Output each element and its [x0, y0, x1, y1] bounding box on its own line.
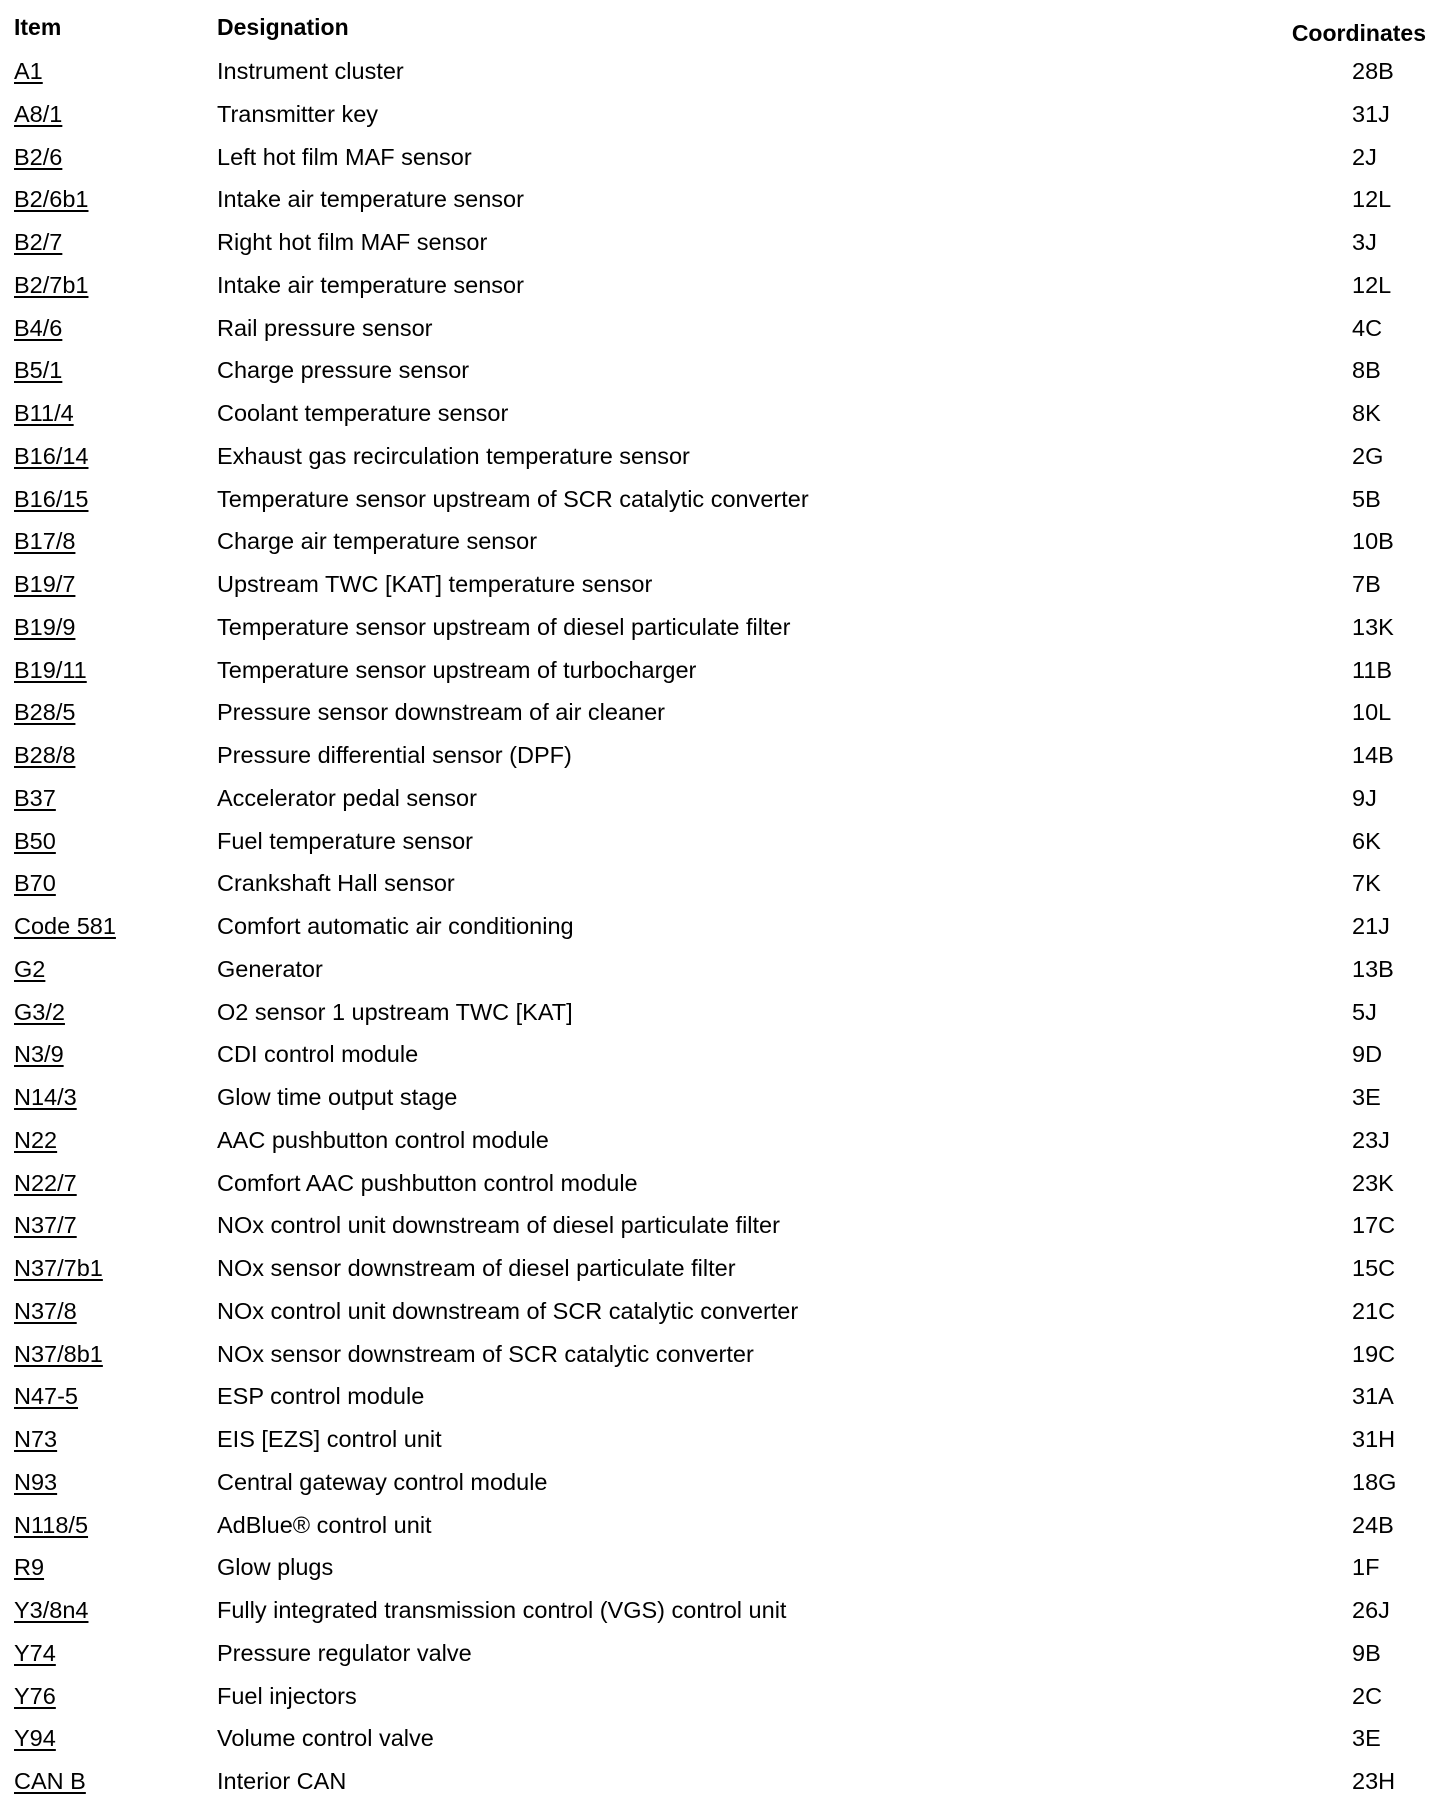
coordinates-text: 21C: [1352, 1297, 1396, 1324]
coordinates-text: 31H: [1352, 1426, 1396, 1452]
table-row: [0, 862, 1440, 905]
item-link[interactable]: B2/6b1: [14, 186, 89, 213]
designation-text: Charge air temperature sensor: [217, 528, 538, 555]
table-row: [0, 307, 1440, 350]
coordinates-text: 13K: [1352, 613, 1394, 640]
designation-text: NOx control unit downstream of diesel particulate filter: [217, 1212, 780, 1239]
table-row: [0, 1076, 1440, 1119]
item-link[interactable]: Y3/8n4: [14, 1597, 89, 1623]
table-row: [0, 136, 1440, 179]
item-link[interactable]: B2/7: [14, 229, 63, 255]
item-link[interactable]: B19/11: [14, 656, 87, 683]
coordinates-text: 5B: [1352, 485, 1381, 512]
table-row: [0, 1204, 1440, 1247]
coordinates-text: 18G: [1352, 1468, 1397, 1495]
coordinates-text: 5J: [1352, 998, 1377, 1025]
designation-text: Comfort automatic air conditioning: [217, 913, 574, 939]
coordinates-text: 17C: [1352, 1212, 1396, 1239]
table-row: [0, 50, 1440, 93]
table-row: [0, 734, 1440, 777]
coordinates-text: 2C: [1352, 1682, 1383, 1709]
table-row: [0, 1333, 1440, 1376]
table-row: [0, 1717, 1440, 1760]
item-link[interactable]: B5/1: [14, 357, 63, 384]
table-row: [0, 948, 1440, 991]
designation-text: Intake air temperature sensor: [217, 186, 524, 213]
table-row: [0, 1632, 1440, 1675]
coordinates-text: 9J: [1352, 784, 1377, 811]
item-link[interactable]: B19/7: [14, 571, 76, 597]
designation-text: Rail pressure sensor: [217, 314, 433, 341]
table-row: [0, 178, 1440, 221]
item-link[interactable]: B17/8: [14, 528, 76, 555]
item-link[interactable]: B50: [14, 827, 56, 854]
designation-text: EIS [EZS] control unit: [217, 1426, 442, 1452]
designation-text: Crankshaft Hall sensor: [217, 870, 455, 897]
coordinates-text: 21J: [1352, 913, 1390, 939]
coordinates-text: 19C: [1352, 1340, 1396, 1367]
table-row: [0, 1461, 1440, 1504]
designation-text: Accelerator pedal sensor: [217, 784, 477, 811]
designation-text: Generator: [217, 955, 323, 982]
designation-text: Fuel temperature sensor: [217, 827, 474, 854]
item-link[interactable]: B70: [14, 870, 56, 897]
designation-text: Temperature sensor upstream of turbocharger: [217, 656, 697, 683]
item-link[interactable]: G3/2: [14, 998, 65, 1025]
designation-text: Pressure differential sensor (DPF): [217, 742, 572, 768]
coordinates-text: 8B: [1352, 357, 1381, 384]
table-row: [0, 1418, 1440, 1461]
item-link[interactable]: Y74: [14, 1639, 56, 1666]
table-row: [0, 392, 1440, 435]
designation-text: Charge pressure sensor: [217, 357, 470, 384]
item-link[interactable]: B28/8: [14, 742, 76, 768]
designation-text: Upstream TWC [KAT] temperature sensor: [217, 571, 653, 597]
coordinates-text: 15C: [1352, 1255, 1396, 1281]
coordinates-text: 11B: [1352, 656, 1393, 683]
table-row: [0, 478, 1440, 521]
table-row: [0, 563, 1440, 606]
designation-text: Intake air temperature sensor: [217, 271, 524, 298]
table-row: [0, 1119, 1440, 1162]
table-body: [0, 50, 1440, 1803]
coordinates-text: 14B: [1352, 742, 1394, 768]
designation-text: Temperature sensor upstream of diesel particulate filter: [217, 613, 791, 640]
coordinates-text: 3J: [1352, 229, 1377, 255]
designation-text: Pressure regulator valve: [217, 1639, 472, 1666]
coordinates-text: 23H: [1352, 1768, 1396, 1794]
item-link[interactable]: N93: [14, 1468, 58, 1495]
coordinates-text: 4C: [1352, 314, 1383, 341]
table-row: [0, 1290, 1440, 1333]
coordinates-text: 7B: [1352, 571, 1381, 597]
item-link[interactable]: B37: [14, 784, 56, 811]
column-header-coordinates: Coordinates: [1291, 20, 1426, 46]
designation-text: Central gateway control module: [217, 1468, 548, 1495]
coordinates-text: 12L: [1352, 271, 1392, 298]
table-row: [0, 1033, 1440, 1076]
designation-text: AAC pushbutton control module: [217, 1126, 549, 1153]
designation-text: Comfort AAC pushbutton control module: [217, 1169, 638, 1196]
designation-text: Left hot film MAF sensor: [217, 143, 472, 170]
designation-text: O2 sensor 1 upstream TWC [KAT]: [217, 998, 573, 1025]
designation-text: Glow time output stage: [217, 1084, 458, 1110]
coordinates-text: 2J: [1352, 143, 1377, 170]
designation-text: Exhaust gas recirculation temperature sensor: [217, 442, 690, 469]
coordinates-text: 3E: [1352, 1084, 1381, 1110]
designation-text: Fully integrated transmission control (VGS) control unit: [217, 1597, 787, 1623]
item-link[interactable]: B2/6: [14, 143, 63, 170]
item-link[interactable]: G2: [14, 955, 46, 982]
coordinates-text: 1F: [1352, 1554, 1380, 1581]
item-link[interactable]: A1: [14, 58, 43, 84]
table-row: [0, 435, 1440, 478]
coordinates-text: 10L: [1352, 699, 1392, 726]
designation-text: NOx sensor downstream of diesel particulate filter: [217, 1255, 736, 1281]
item-link[interactable]: N37/7b1: [14, 1255, 103, 1281]
table-row: [0, 520, 1440, 563]
item-link[interactable]: N22/7: [14, 1169, 77, 1196]
table-row: [0, 1162, 1440, 1205]
table-row: [0, 1760, 1440, 1803]
table-row: [0, 1504, 1440, 1547]
item-link[interactable]: N22: [14, 1126, 58, 1153]
table-row: [0, 691, 1440, 734]
coordinates-text: 10B: [1352, 528, 1394, 555]
item-link[interactable]: B11/4: [14, 400, 74, 426]
coordinates-text: 13B: [1352, 955, 1394, 982]
table-row: [0, 1375, 1440, 1418]
designation-text: AdBlue® control unit: [217, 1511, 432, 1538]
table-row: [0, 1589, 1440, 1632]
item-link[interactable]: B4/6: [14, 314, 63, 341]
item-link[interactable]: R9: [14, 1554, 45, 1581]
item-link[interactable]: A8/1: [14, 100, 63, 127]
coordinates-text: 7K: [1352, 870, 1381, 897]
item-link[interactable]: B2/7b1: [14, 271, 89, 298]
coordinates-text: 28B: [1352, 58, 1394, 84]
item-link[interactable]: N3/9: [14, 1041, 64, 1068]
item-link[interactable]: N37/8: [14, 1297, 77, 1324]
coordinates-text: 31J: [1352, 100, 1390, 127]
item-link[interactable]: Y76: [14, 1682, 56, 1709]
coordinates-text: 9B: [1352, 1639, 1381, 1666]
designation-text: ESP control module: [217, 1383, 425, 1410]
item-link[interactable]: B19/9: [14, 613, 76, 640]
table-row: [0, 649, 1440, 692]
coordinates-text: 9D: [1352, 1041, 1383, 1068]
table-row: [0, 905, 1440, 948]
designation-text: Fuel injectors: [217, 1682, 357, 1709]
designation-text: Interior CAN: [217, 1768, 347, 1794]
designation-text: Coolant temperature sensor: [217, 400, 509, 426]
table-row: [0, 820, 1440, 863]
item-link[interactable]: B16/15: [14, 485, 89, 512]
coordinates-text: 26J: [1352, 1597, 1390, 1623]
designation-text: Glow plugs: [217, 1554, 334, 1581]
table-row: [0, 777, 1440, 820]
coordinates-text: 6K: [1352, 827, 1381, 854]
coordinates-text: 31A: [1352, 1383, 1394, 1410]
coordinates-text: 2G: [1352, 442, 1384, 469]
designation-text: Temperature sensor upstream of SCR catalytic converter: [217, 485, 809, 512]
item-link[interactable]: Code 581: [14, 913, 116, 939]
coordinates-text: 12L: [1352, 186, 1392, 213]
designation-text: NOx control unit downstream of SCR catalytic converter: [217, 1297, 799, 1324]
designation-text: CDI control module: [217, 1041, 419, 1068]
item-link[interactable]: N47-5: [14, 1383, 79, 1410]
item-link[interactable]: N14/3: [14, 1084, 77, 1110]
designation-text: Transmitter key: [217, 100, 379, 127]
item-link[interactable]: N37/8b1: [14, 1340, 103, 1367]
designation-text: Right hot film MAF sensor: [217, 229, 488, 255]
item-link[interactable]: N118/5: [14, 1511, 89, 1538]
table-row: [0, 1675, 1440, 1718]
designation-text: Volume control valve: [217, 1725, 434, 1752]
table-row: [0, 606, 1440, 649]
item-link[interactable]: Y94: [14, 1725, 56, 1752]
designation-text: Pressure sensor downstream of air cleaner: [217, 699, 666, 726]
table-row: [0, 991, 1440, 1034]
item-link[interactable]: CAN B: [14, 1768, 86, 1794]
coordinates-text: 8K: [1352, 400, 1381, 426]
item-link[interactable]: N73: [14, 1426, 58, 1452]
table-row: [0, 93, 1440, 136]
coordinates-text: 24B: [1352, 1511, 1394, 1538]
coordinates-text: 3E: [1352, 1725, 1381, 1752]
table-row: [0, 264, 1440, 307]
designation-text: Instrument cluster: [217, 58, 404, 84]
item-link[interactable]: B28/5: [14, 699, 76, 726]
table-row: [0, 1247, 1440, 1290]
coordinates-text: 23J: [1352, 1126, 1390, 1153]
designation-text: NOx sensor downstream of SCR catalytic converter: [217, 1340, 754, 1367]
table-row: [0, 221, 1440, 264]
column-header-designation: Designation: [217, 14, 349, 40]
item-link[interactable]: B16/14: [14, 442, 89, 469]
table-row: [0, 1546, 1440, 1589]
table-row: [0, 349, 1440, 392]
item-link[interactable]: N37/7: [14, 1212, 77, 1239]
coordinates-text: 23K: [1352, 1169, 1394, 1196]
column-header-item: Item: [14, 14, 62, 40]
